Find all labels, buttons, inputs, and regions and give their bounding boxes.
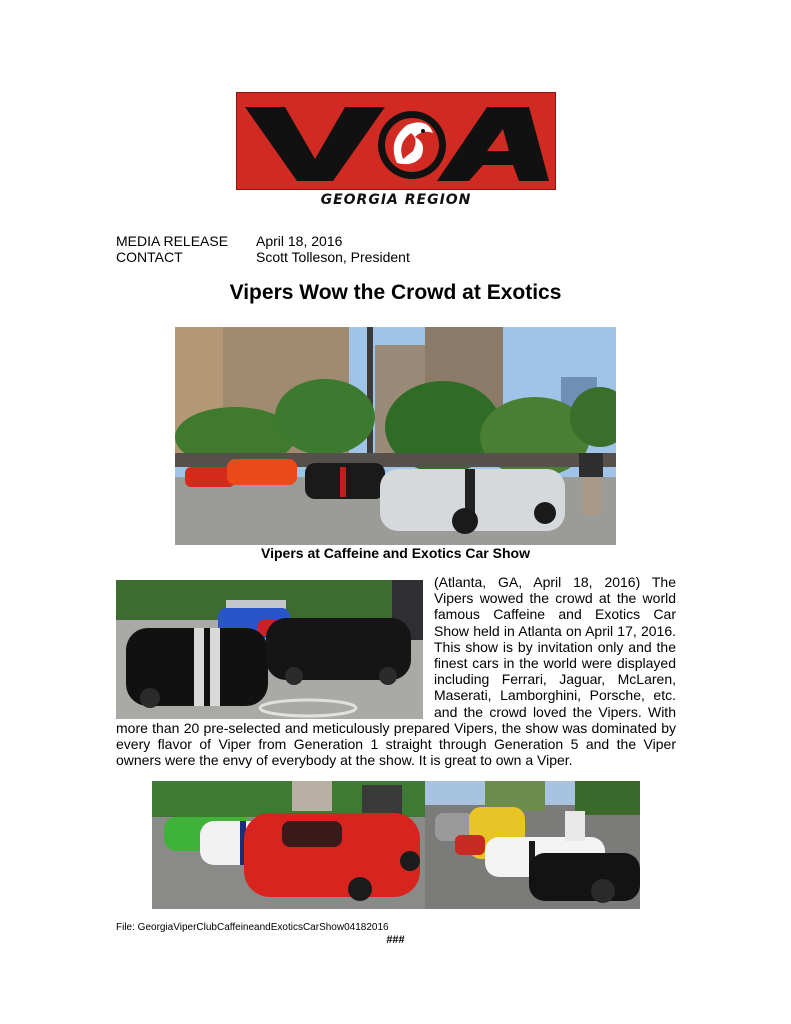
logo-region-text: GEORGIA REGION: [320, 192, 472, 208]
end-mark: ###: [386, 934, 405, 946]
photo-vipers-parking-lot: [175, 327, 616, 545]
photo-red-green-white-vipers: [152, 781, 425, 909]
voa-logo-graphic: [237, 93, 555, 189]
voa-georgia-region-logo: [236, 92, 556, 210]
body-paragraph-continued: more than 20 pre-selected and meticulously prepared Vipers, the show was dominated by every flavor of Viper from Generation 1 straight through Generation 5 and the Viper owners were the envy of everybody at the show. It is great to own a Viper.: [116, 720, 676, 769]
file-name: File: GeorgiaViperClubCaffeineandExoticsCarShow04182016: [116, 922, 389, 933]
body-paragraph-right: (Atlanta, GA, April 18, 2016) The Vipers wowed the crowd at the world famous Caffeine and Exotics Car Show held in Atlanta on April 17, 2016. This show is by invitation only and the finest cars in the world were displayed including Ferrari, Jaguar, McLaren, Maserati, Lamborghini, Porsche, etc. and the crowd loved the Vipers. With: [434, 574, 676, 720]
photo-black-vipers: [116, 580, 423, 719]
photo-yellow-white-black-vipers: [425, 781, 640, 909]
photo-caption: Vipers at Caffeine and Exotics Car Show: [261, 545, 530, 561]
headline: Vipers Wow the Crowd at Exotics: [229, 281, 562, 304]
media-release-label: MEDIA RELEASE: [116, 233, 229, 249]
logo-red-banner: [236, 92, 556, 190]
contact-label: CONTACT: [116, 249, 183, 265]
logo-letter-v: [245, 107, 385, 181]
release-date: April 18, 2016: [256, 233, 343, 249]
contact-value: Scott Tolleson, President: [256, 249, 410, 265]
